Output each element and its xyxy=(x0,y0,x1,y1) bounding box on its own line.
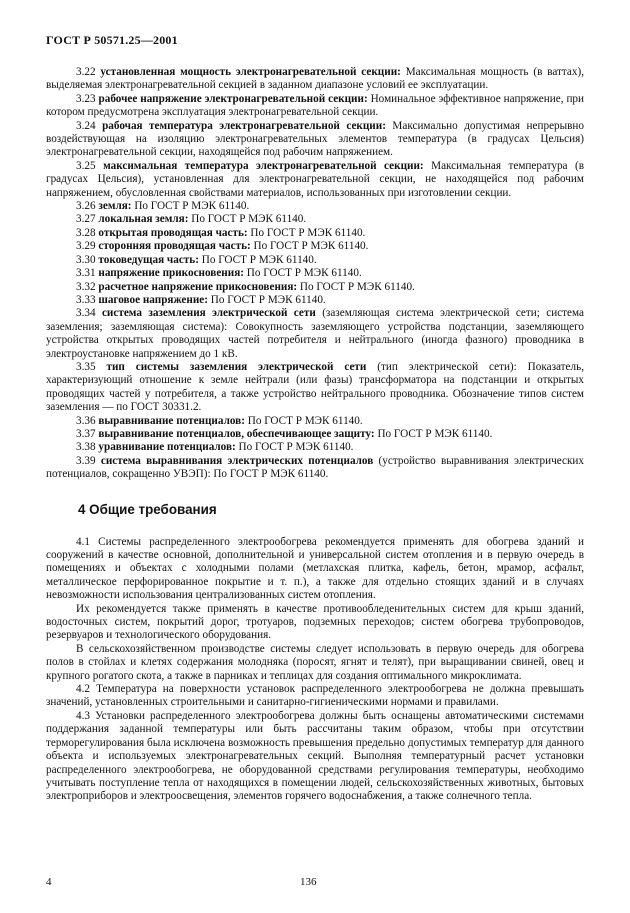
definition-text: По ГОСТ Р МЭК 61140. xyxy=(247,226,366,239)
definition-term: установленная мощность электронагревательной секции: xyxy=(100,66,401,78)
definition-number: 3.26 xyxy=(76,200,96,213)
definition-number: 3.33 xyxy=(76,293,96,306)
definition-term: токоведущая часть: xyxy=(98,253,199,266)
definition-term: уравнивание потенциалов: xyxy=(98,441,236,454)
definition-item xyxy=(46,455,584,482)
definition-number: 3.31 xyxy=(76,267,96,280)
definition-number: 3.34 xyxy=(76,307,96,320)
definition-term: локальная земля: xyxy=(98,213,189,226)
section-paragraph: В сельскохозяйственном производстве системы следует использовать в первую очередь для обогрева полов в стойлах и клетях содержания молодняка (поросят, ягнят и телят), при выращивании свиней, овец и крупного рогатого скота, а также в парниках и теплицах для создания оптимального микроклимата. xyxy=(46,642,584,682)
definition-number: 3.30 xyxy=(76,253,96,266)
definition-number: 3.27 xyxy=(76,213,96,226)
definition-text: По ГОСТ Р МЭК 61140. xyxy=(244,414,363,427)
definition-term: земля: xyxy=(98,200,132,213)
page-number-center: 136 xyxy=(300,876,317,888)
definition-item xyxy=(46,428,584,441)
definition-term: рабочее напряжение электронагревательной секции: xyxy=(98,92,368,105)
definition-item xyxy=(46,307,584,361)
definition-item xyxy=(46,240,584,253)
definition-term: система выравнивания электрических потенциалов xyxy=(100,454,374,467)
definition-number: 3.32 xyxy=(76,280,96,293)
definition-text: Максимальная мощность (в ваттах), выделяемая электронагревательной секцией в заданном диапазоне условий ее эксплуатации. xyxy=(46,66,585,92)
definition-number: 3.39 xyxy=(76,454,96,467)
definition-item xyxy=(46,213,584,226)
definition-item xyxy=(46,361,584,415)
definition-text: По ГОСТ Р МЭК 61140. xyxy=(235,441,354,454)
section-paragraph: 4.2 Температура на поверхности установок распределенного электрообогрева не должна превышать значений, установленных строительными и санитарно-гигиеническими нормами и правилами. xyxy=(46,683,584,709)
definition-number: 3.23 xyxy=(76,92,96,105)
section-paragraph: 4.3 Установки распределенного электрообогрева должны быть оснащены автоматическими системами поддержания заданной температуры или быть рассчитаны таким образом, чтобы при отсутствии терморегулирования была исключена возможность превышения предельно допустимых температур для данного объекта и используемых электронагревательных секций. Выполняя температурный расчет установки распределенного электрообогрева, не оборудованной средствами регулирования температуры, необходимо учитывать поступление тепла от находящихся в помещении людей, сельскохозяйственных животных, бытовых электроприборов и электроосвещения, элементов горячего водоснабжения, а также солнечного тепла. xyxy=(46,709,584,803)
definition-text: Максимальная температура (в градусах Цельсия), установленная для электронагревательной секции, не находящейся под рабочим напряжением, обусловленная свойствами материалов, использованных при изготовлении секции. xyxy=(46,159,584,199)
definition-term: выравнивание потенциалов: xyxy=(98,414,245,427)
definition-term: напряжение прикосновения: xyxy=(98,267,244,280)
definition-item xyxy=(46,160,584,200)
definition-number: 3.24 xyxy=(76,119,96,132)
section-paragraph: 4.1 Системы распределенного электрообогрева рекомендуется применять для обогрева зданий и сооружений в качестве основной, дополнительной и универсальной систем отопления и в первую очередь в помещениях и объектах с холодными полами (метлахская плитка, кафель, бетон, мрамор, асфальт, металлическое перфорированное покрытие и т. п.), а также для отдельно стоящих зданий и в случаях невозможности использования централизованных систем отопления. xyxy=(46,535,584,602)
definition-text: По ГОСТ Р МЭК 61140. xyxy=(250,240,369,253)
definition-text: (заземляющая система электрической сети; система заземления; заземляющая система): Совокупность заземляющего устройства подстанции, заземляющего устройства открытых проводящих частей потребителя и нейтрального (иногда фазного) проводника в электроустановке напряжением до 1 кВ. xyxy=(46,307,584,360)
definition-term: тип системы заземления электрической сети xyxy=(106,360,367,373)
definition-text: Номинальное эффективное напряжение, при котором предусмотрена эксплуатация электронагревательной секции. xyxy=(46,92,585,119)
section-heading: 4 Общие требования xyxy=(78,501,217,517)
definition-item xyxy=(46,415,584,428)
definition-item xyxy=(46,281,584,294)
definition-item xyxy=(46,120,584,160)
definition-text: (устройство выравнивания электрических потенциалов, сокращенно УВЭП): По ГОСТ Р МЭК 61140. xyxy=(46,454,584,481)
definition-term: рабочая температура электронагревательной секции: xyxy=(102,119,386,132)
definitions-list xyxy=(46,66,584,482)
definition-number: 3.29 xyxy=(76,240,96,253)
definition-text: По ГОСТ Р МЭК 61140. xyxy=(297,280,415,293)
definition-text: По ГОСТ Р МЭК 61140. xyxy=(188,213,307,226)
section-paragraph: Их рекомендуется также применять в качестве противообледенительных систем для крыш зданий, водосточных систем, покрытий дорог, тротуаров, подземных переходов; систем обогрева трубопроводов, резервуаров и технологического оборудования. xyxy=(46,602,584,642)
definition-term: расчетное напряжение прикосновения: xyxy=(98,280,298,293)
definition-item xyxy=(46,267,584,280)
definition-item xyxy=(46,93,584,120)
definition-item xyxy=(46,254,584,267)
definition-item xyxy=(46,227,584,240)
definition-term: выравнивание потенциалов, обеспечивающее защиту: xyxy=(98,427,375,440)
definition-term: максимальная температура электронагревательной секции: xyxy=(103,159,424,172)
section-4-body xyxy=(46,536,584,804)
definition-item xyxy=(46,441,584,454)
definition-term: шаговое напряжение: xyxy=(98,293,208,306)
definition-item xyxy=(46,66,584,93)
page-number-left: 4 xyxy=(46,876,52,888)
definition-text: По ГОСТ Р МЭК 61140. xyxy=(243,267,362,280)
definition-term: система заземления электрической сети xyxy=(101,307,316,320)
definition-item xyxy=(46,294,584,307)
definition-term: открытая проводящая часть: xyxy=(98,226,248,239)
definition-number: 3.28 xyxy=(76,226,96,239)
definition-number: 3.25 xyxy=(76,159,96,172)
definition-term: сторонняя проводящая часть: xyxy=(98,240,251,253)
definition-number: 3.36 xyxy=(76,414,96,427)
definition-item xyxy=(46,200,584,213)
definition-number: 3.38 xyxy=(76,441,96,454)
definition-number: 3.35 xyxy=(76,360,96,373)
definition-text: (тип электрической сети): Показатель, характеризующий отношение к земле нейтрали (или фазы) трансформатора на подстанции и открытых проводящих частей у потребителя, а также устройство нейтрального проводника. Обозначение типов систем заземления — по ГОСТ 30331.2. xyxy=(46,360,585,414)
document-body xyxy=(46,66,584,804)
definition-text: По ГОСТ Р МЭК 61140. xyxy=(131,200,250,213)
definition-text: По ГОСТ Р МЭК 61140. xyxy=(374,427,493,440)
definition-text: Максимально допустимая непрерывно воздействующая на изоляцию электронагревательных элементов температура (в градусах Цельсия) электронагревательной секции, находящейся под рабочим напряжением. xyxy=(46,119,585,159)
definition-text: По ГОСТ Р МЭК 61140. xyxy=(207,293,326,306)
definition-text: По ГОСТ Р МЭК 61140. xyxy=(198,253,317,266)
page-header: ГОСТ Р 50571.25—2001 xyxy=(46,33,178,47)
definition-number: 3.37 xyxy=(76,427,96,440)
definition-number: 3.22 xyxy=(76,66,96,78)
